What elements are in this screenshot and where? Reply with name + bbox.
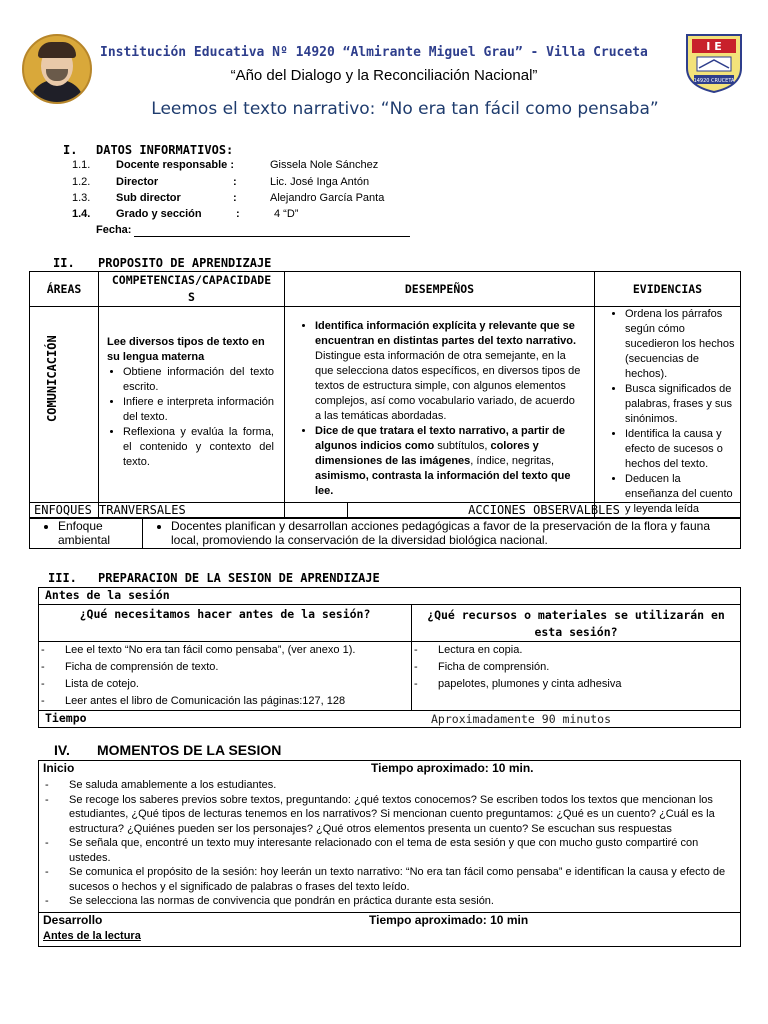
info-row-1-value: Gissela Nole Sánchez [270, 159, 379, 171]
inicio-item: - Se saluda amablemente a los estudiantes. [43, 778, 736, 793]
purpose-table [29, 271, 741, 518]
capacidad-item: • Reflexiona y evalúa la forma, el contenido y contexto del texto. [123, 425, 274, 470]
institution-name: Institución Educativa Nº 14920 “Almirante Miguel Grau” - Villa Cruceta [100, 45, 648, 60]
section2-heading: PROPOSITO DE APRENDIZAJE [98, 256, 272, 270]
info-row-4-value: 4 “D” [274, 208, 299, 220]
section4-number: IV. [54, 742, 70, 758]
desempeno-item [315, 319, 584, 424]
prep-item: - Lee el texto “No era tan fácil como pensaba”, (ver anexo 1). [39, 642, 411, 659]
year-motto: “Año del Dialogo y la Reconciliación Nacional” [230, 67, 538, 84]
capacidad-item: • Infiere e interpreta información del texto. [123, 395, 274, 425]
desempeno1-text: Distingue esta información de otra semejante, en la que selecciona datos específicos, en diversos tipos de textos de estructura simple, con algunos elementos complejos, así como vocabulario variado, de acuerdo a las temáticas abordadas. [315, 350, 581, 422]
moments-table [38, 760, 741, 947]
recursos-cell [412, 642, 741, 711]
inicio-time: Tiempo aproximado: 10 min. [371, 761, 534, 775]
inicio-cell [39, 761, 741, 913]
col-desempenos: DESEMPEÑOS [285, 272, 595, 307]
inicio-item: - Se recoge los saberes previos sobre textos, preguntando: ¿qué textos conocemos? Se escriben todos los textos que mencionan los estudiantes, ¿Qué tipos de lecturas tenemos en los narrativos? Si mencionan cuento preguntamos: ¿Qué es un cuento? ¿Cuál es la estructura? ¿Quiénes pueden ser los personajes? ¿Qué otros elementos presenta un cuento? Se escuchan sus respuestas [43, 793, 736, 837]
area-cell [30, 307, 99, 518]
prep-item: - Lista de cotejo. [39, 676, 411, 693]
tiempo-value: Aproximadamente 90 minutos [431, 712, 612, 726]
recurso-item: - Ficha de comprensión. [412, 659, 740, 676]
preparation-table [38, 587, 741, 728]
evidencia-item: • Deducen la enseñanza del cuento y leyenda leída [625, 472, 736, 517]
info-row-2-label: Director [116, 176, 159, 188]
info-row-3-num: 1.3. [72, 192, 91, 204]
evidencia-item: • Ordena los párrafos según cómo sucedieron los hechos (secuencias de hechos). [625, 307, 736, 382]
desempeno2-bold-b: colores y dimensiones de las imágenes [315, 440, 539, 467]
col-evidencias: EVIDENCIAS [595, 272, 741, 307]
evidencia-item: • Busca significados de palabras, frases y sus sinónimos. [625, 382, 736, 427]
col-antes-sesion: ¿Qué necesitamos hacer antes de la sesión? [39, 605, 412, 642]
enfoque-cell [30, 519, 143, 549]
accion-item: • Docentes planifican y desarrollan acciones pedagógicas a favor de la preservación de la flora y fauna local, promoviendo la conservación de la diversidad biológica nacional. [171, 519, 740, 547]
antes-lectura-label: Antes de la lectura [43, 929, 141, 942]
shield-letters: I E [706, 40, 722, 53]
inicio-label: Inicio [43, 761, 75, 775]
shield-caption: 14920 CRUCETA [693, 78, 735, 84]
inicio-item: - Se comunica el propósito de la sesión: hoy leerán un texto narrativo: “No era tan fácil como pensaba” e identifican la causa y efecto de sucesos o hechos y el significado de palabras o frases del texto leído. [43, 865, 736, 894]
tiempo-label: Tiempo [45, 711, 87, 725]
desempeno-item [315, 424, 584, 499]
desarrollo-cell [39, 912, 741, 946]
area-label: COMUNICACIÓN [45, 335, 59, 422]
antes-sesion-cell [39, 642, 412, 711]
capacidad-item: • Obtiene información del texto escrito. [123, 365, 274, 395]
info-row-3-colon: : [233, 192, 237, 204]
desempeno2-text-a: subtítulos, [434, 440, 488, 452]
section4-heading: MOMENTOS DE LA SESION [97, 742, 282, 758]
info-row-1-label: Docente responsable : [116, 159, 234, 171]
col-competencias: COMPETENCIAS/CAPACIDADES [99, 272, 285, 307]
enfoques-table [29, 502, 741, 549]
info-row-1-num: 1.1. [72, 159, 91, 171]
section2-number: II. [53, 256, 75, 270]
info-row-4-num: 1.4. [72, 208, 91, 220]
recurso-item: - Lectura en copia. [412, 642, 740, 659]
section1-heading: DATOS INFORMATIVOS: [96, 143, 234, 157]
acciones-label: ACCIONES OBSERVALBLES [347, 503, 740, 519]
tiempo-row [39, 711, 741, 728]
evidencia-item: • Identifica la causa y efecto de sucesos o hechos del texto. [625, 427, 736, 472]
accion-cell [143, 519, 741, 549]
competencia-title: Lee diversos tipos de texto en su lengua materna [107, 336, 265, 363]
desempeno1-bold: Identifica información explícita y relevante que se encuentran en distintas partes del texto narrativo. [315, 320, 577, 347]
info-row-2-colon: : [233, 176, 237, 188]
fecha-label: Fecha: [96, 224, 132, 236]
fecha-line [134, 236, 410, 237]
info-row-3-label: Sub director [116, 192, 181, 204]
section1-number: I. [63, 143, 78, 157]
desempeno2-bold-c: asimismo, contrasta la información del texto que lee. [315, 470, 571, 497]
portrait-hair [38, 42, 76, 58]
desempenos-cell [285, 307, 595, 518]
col-recursos: ¿Qué recursos o materiales se utilizarán en esta sesión? [412, 605, 741, 642]
info-row-3-value: Alejandro García Panta [270, 192, 385, 204]
inicio-item: - Se selecciona las normas de convivencia que pondrán en práctica durante esta sesión. [43, 894, 736, 909]
desarrollo-label: Desarrollo [43, 912, 103, 927]
desarrollo-time: Tiempo aproximado: 10 min [369, 912, 529, 927]
info-row-2-value: Lic. José Inga Antón [270, 176, 370, 188]
evidencias-cell [595, 307, 741, 518]
competencia-cell [99, 307, 285, 518]
section3-number: III. [48, 571, 77, 585]
desempeno2-text-b: , índice, negritas, [470, 455, 555, 467]
recurso-item: - papelotes, plumones y cinta adhesiva [412, 676, 740, 693]
antes-sesion-label: Antes de la sesión [39, 588, 741, 605]
enfoque-item: • Enfoque ambiental [58, 519, 142, 547]
inicio-item: - Se señala que, encontré un texto muy interesante relacionado con el tema de esta sesión y que con mucho gusto compartiré con ustedes. [43, 836, 736, 865]
prep-item: - Leer antes el libro de Comunicación las páginas:127, 128 [39, 693, 411, 710]
col-areas: ÁREAS [30, 272, 99, 307]
section3-heading: PREPARACION DE LA SESION DE APRENDIZAJE [98, 571, 380, 585]
info-row-4-colon: : [236, 208, 240, 220]
info-row-4-label: Grado y sección [116, 208, 202, 220]
school-shield-logo [684, 32, 744, 94]
enfoques-label: ENFOQUES TRANVERSALES [30, 503, 348, 519]
desempeno2-bold-a: Dice de que tratara el texto narrativo, a partir de algunos indicios como [315, 425, 566, 452]
page-title: Leemos el texto narrativo: “No era tan fácil como pensaba” [151, 99, 659, 119]
prep-item: - Ficha de comprensión de texto. [39, 659, 411, 676]
info-row-2-num: 1.2. [72, 176, 91, 188]
